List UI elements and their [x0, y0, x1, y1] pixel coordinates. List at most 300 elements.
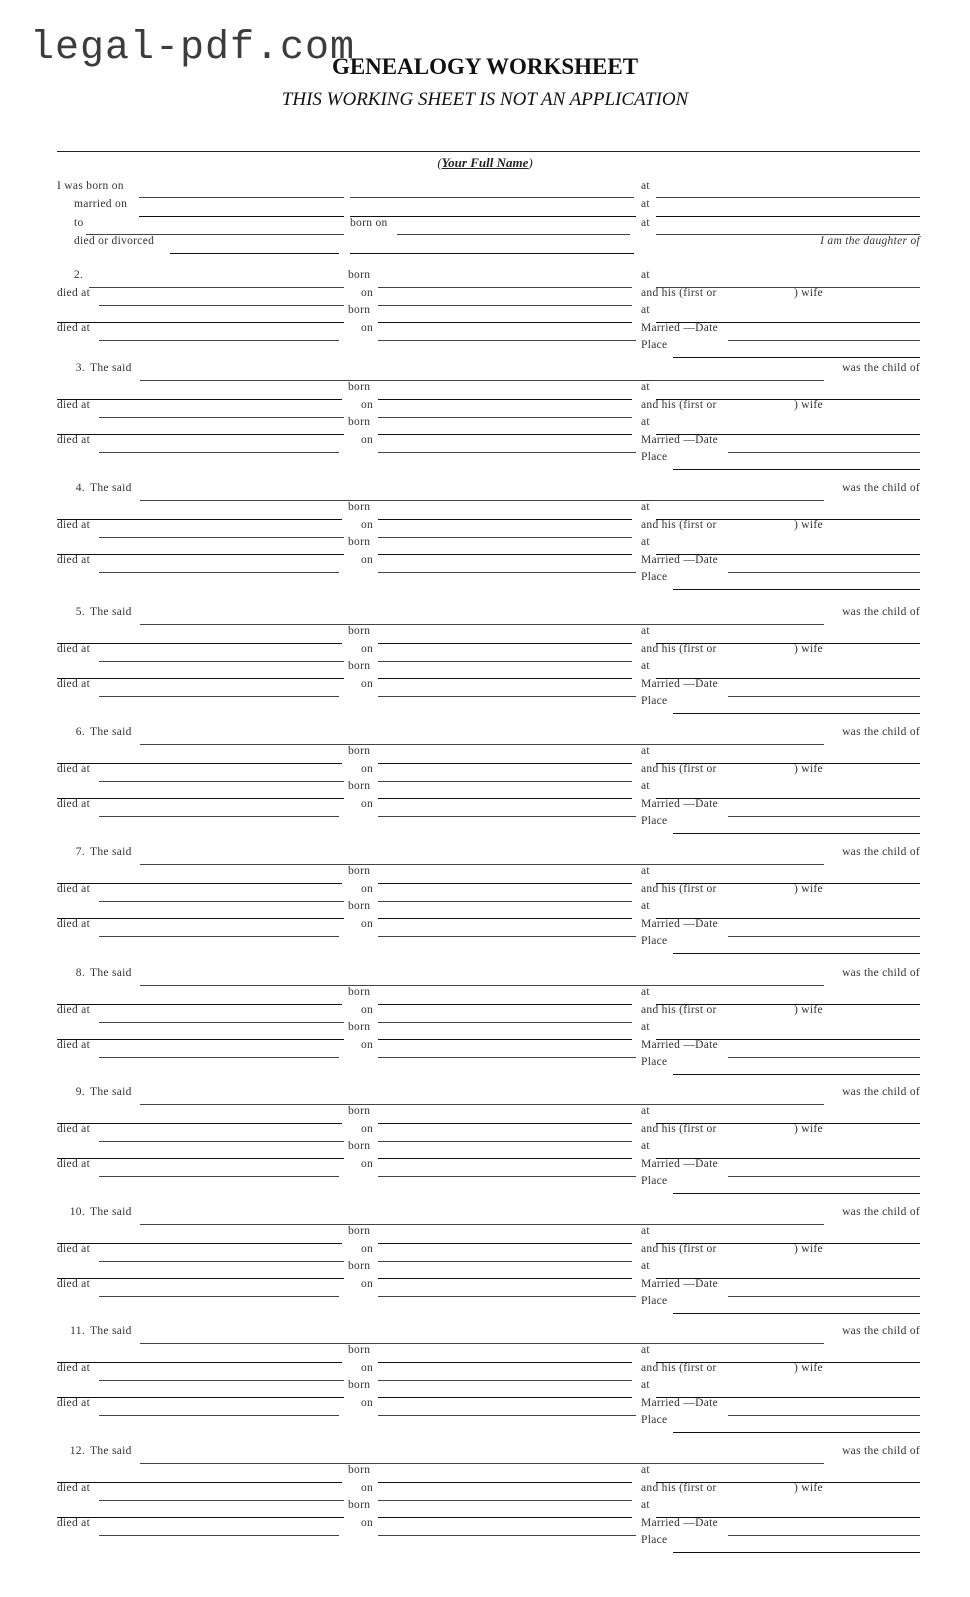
entry-3-died-place-field[interactable] [99, 417, 344, 418]
entry-2-died-date-field[interactable] [378, 305, 632, 306]
entry-9-died-date-field[interactable] [378, 1141, 632, 1142]
entry-10-wife-name-field[interactable] [57, 1278, 344, 1279]
entry-12-child-of-label: was the child of [842, 1445, 920, 1457]
entry-4-wife-died-on-label: on [361, 554, 374, 566]
entry-3-married-place-label: Place [641, 451, 668, 463]
entry-2-married-place-label: Place [641, 339, 668, 351]
entry-8-said-name-field[interactable] [140, 985, 824, 986]
entry-12-father-born-label: born [348, 1464, 371, 1476]
page-title: GENEALOGY WORKSHEET [331, 54, 639, 79]
entry-12-married-date-label: Married —Date [641, 1517, 719, 1529]
entry-7-died-date-field[interactable] [378, 901, 632, 902]
entry-4-died-place-field[interactable] [99, 537, 344, 538]
daughter-of-label: I am the daughter of [820, 235, 920, 247]
entry-8-wife-died-date-field[interactable] [378, 1057, 636, 1058]
entry-3-father-born-date-field[interactable] [378, 399, 632, 400]
entry-8-married-date-label: Married —Date [641, 1039, 719, 1051]
entry-9-wife-born-at-label: at [641, 1140, 650, 1152]
entry-5-child-of-label: was the child of [842, 606, 920, 618]
entry-6-first-or-label: and his (first or [641, 763, 717, 775]
entry-6-wife-born-label: born [348, 780, 371, 792]
entry-12-wife-died-on-label: on [361, 1517, 374, 1529]
entry-5-died-on-label: on [361, 643, 374, 655]
entry-7-wife-name-field[interactable] [57, 918, 344, 919]
entry-5-father-born-label: born [348, 625, 371, 637]
entry-3-died-at-label: died at [57, 399, 91, 411]
entry-2-name-field[interactable] [89, 287, 344, 288]
entry-9-wife-died-at-label: died at [57, 1158, 91, 1170]
entry-7-married-place-field[interactable] [673, 953, 920, 954]
entry-11-father-born-label: born [348, 1344, 371, 1356]
entry-7-father-born-label: born [348, 865, 371, 877]
born-on-label: I was born on [57, 180, 124, 192]
entry-9-first-or-label: and his (first or [641, 1123, 717, 1135]
entry-9-married-place-label: Place [641, 1175, 668, 1187]
died-divorced-field-2[interactable] [350, 253, 634, 254]
entry-8-wife-died-on-label: on [361, 1039, 374, 1051]
entry-10-father-name-field[interactable] [57, 1243, 342, 1244]
entry-6-died-date-field[interactable] [378, 781, 632, 782]
entry-12-first-or-label: and his (first or [641, 1482, 717, 1494]
entry-8-child-of-label: was the child of [842, 967, 920, 979]
entry-2-wife-born-date-field[interactable] [378, 322, 632, 323]
entry-9-died-at-label: died at [57, 1123, 91, 1135]
entry-5-married-place-field[interactable] [673, 713, 920, 714]
entry-5-wife-died-at-label: died at [57, 678, 91, 690]
entry-9-father-born-at-label: at [641, 1105, 650, 1117]
entry-6-married-date-field[interactable] [728, 816, 920, 817]
entry-6-wife-died-on-label: on [361, 798, 374, 810]
entry-9-wife-died-date-field[interactable] [378, 1176, 636, 1177]
entry-10-wife-died-on-label: on [361, 1278, 374, 1290]
marriage-date-field[interactable] [139, 216, 344, 217]
entry-10-died-on-label: on [361, 1243, 374, 1255]
entry-4-married-date-field[interactable] [728, 572, 920, 573]
entry-7-wife-born-at-label: at [641, 900, 650, 912]
entry-10-child-of-label: was the child of [842, 1206, 920, 1218]
entry-9-wife-born-label: born [348, 1140, 371, 1152]
entry-2-married-date-label: Married —Date [641, 322, 719, 334]
entry-5-died-at-label: died at [57, 643, 91, 655]
entry-2-born-date-field[interactable] [378, 287, 632, 288]
entry-3-father-born-at-label: at [641, 381, 650, 393]
entry-10-first-or-label: and his (first or [641, 1243, 717, 1255]
entry-3-said-name-field[interactable] [140, 380, 824, 381]
entry-9-died-on-label: on [361, 1123, 374, 1135]
entry-12-wife-died-at-label: died at [57, 1517, 91, 1529]
entry-10-married-date-field[interactable] [728, 1296, 920, 1297]
entry-7-died-at-label: died at [57, 883, 91, 895]
entry-3-father-name-field[interactable] [57, 399, 342, 400]
entry-11-died-at-label: died at [57, 1362, 91, 1374]
entry-7-married-place-label: Place [641, 935, 668, 947]
entry-3-wife-died-on-label: on [361, 434, 374, 446]
entry-11-father-born-at-label: at [641, 1344, 650, 1356]
entry-8-father-born-date-field[interactable] [378, 1004, 632, 1005]
entry-6-father-born-at-label: at [641, 745, 650, 757]
entry-6-wife-born-date-field[interactable] [378, 798, 632, 799]
entry-6-father-name-field[interactable] [57, 763, 342, 764]
entry-11-wife-born-at-label: at [641, 1379, 650, 1391]
entry-4-wife-label: ) wife [794, 519, 823, 531]
married-on-label: married on [74, 198, 128, 210]
entry-6-died-on-label: on [361, 763, 374, 775]
entry-2-died-place-field[interactable] [99, 305, 344, 306]
entry-6-married-place-label: Place [641, 815, 668, 827]
entry-6-wife-died-at-label: died at [57, 798, 91, 810]
entry-5-number: 5. [75, 606, 85, 618]
entry-12-wife-died-place-field[interactable] [99, 1535, 339, 1536]
entry-12-died-place-field[interactable] [99, 1500, 344, 1501]
page-subtitle: THIS WORKING SHEET IS NOT AN APPLICATION [281, 89, 689, 110]
entry-12-died-date-field[interactable] [378, 1500, 632, 1501]
entry-12-wife-label: ) wife [794, 1482, 823, 1494]
entry-11-said-name-field[interactable] [140, 1343, 824, 1344]
entry-3-wife-born-label: born [348, 416, 371, 428]
entry-11-married-date-label: Married —Date [641, 1397, 719, 1409]
entry-9-wife-label: ) wife [794, 1123, 823, 1135]
entry-7-father-born-date-field[interactable] [378, 883, 632, 884]
entry-11-father-name-field[interactable] [57, 1362, 342, 1363]
spouse-born-on-label: born on [350, 217, 388, 229]
entry-2-wife-died-date-field[interactable] [378, 340, 636, 341]
entry-6-married-place-field[interactable] [673, 833, 920, 834]
entry-5-married-date-label: Married —Date [641, 678, 719, 690]
entry-8-father-name-field[interactable] [57, 1004, 342, 1005]
entry-9-married-date-field[interactable] [728, 1176, 920, 1177]
entry-12-wife-died-date-field[interactable] [378, 1535, 636, 1536]
birth-place-field[interactable] [656, 197, 920, 198]
entry-4-wife-born-date-field[interactable] [378, 554, 632, 555]
entry-5-wife-born-label: born [348, 660, 371, 672]
entry-8-died-date-field[interactable] [378, 1022, 632, 1023]
entry-8-wife-died-at-label: died at [57, 1039, 91, 1051]
entry-9-father-name-field[interactable] [57, 1123, 342, 1124]
entry-2-married-place-field[interactable] [673, 357, 920, 358]
entry-3-wife-born-date-field[interactable] [378, 434, 632, 435]
entry-12-married-date-field[interactable] [728, 1535, 920, 1536]
entry-4-wife-died-at-label: died at [57, 554, 91, 566]
entry-4-said-label: The said [90, 482, 132, 494]
birth-date-field-2[interactable] [350, 197, 634, 198]
entry-2-first-or-label: and his (first or [641, 287, 717, 299]
entry-8-wife-label: ) wife [794, 1004, 823, 1016]
entry-4-father-born-at-label: at [641, 501, 650, 513]
entry-11-wife-died-place-field[interactable] [99, 1415, 339, 1416]
entry-11-died-place-field[interactable] [99, 1380, 344, 1381]
entry-10-wife-born-at-label: at [641, 1260, 650, 1272]
entry-9-married-place-field[interactable] [673, 1193, 920, 1194]
entry-3-wife-died-at-label: died at [57, 434, 91, 446]
entry-8-married-date-field[interactable] [728, 1057, 920, 1058]
entry-12-wife-born-at-label: at [641, 1499, 650, 1511]
entry-6-number: 6. [75, 726, 85, 738]
entry-4-said-name-field[interactable] [140, 500, 824, 501]
entry-12-father-born-date-field[interactable] [378, 1482, 632, 1483]
entry-12-married-place-field[interactable] [673, 1552, 920, 1553]
entry-8-wife-born-at-label: at [641, 1021, 650, 1033]
entry-3-father-born-label: born [348, 381, 371, 393]
entry-4-first-or-label: and his (first or [641, 519, 717, 531]
entry-9-wife-died-place-field[interactable] [99, 1176, 339, 1177]
entry-9-said-label: The said [90, 1086, 132, 1098]
entry-7-wife-died-place-field[interactable] [99, 936, 339, 937]
entry-10-wife-label: ) wife [794, 1243, 823, 1255]
entry-3-said-label: The said [90, 362, 132, 374]
entry-11-wife-name-field[interactable] [57, 1397, 344, 1398]
entry-9-father-born-label: born [348, 1105, 371, 1117]
entry-8-died-at-label: died at [57, 1004, 91, 1016]
entry-6-father-born-date-field[interactable] [378, 763, 632, 764]
entry-10-said-name-field[interactable] [140, 1224, 824, 1225]
entry-11-said-label: The said [90, 1325, 132, 1337]
died-divorced-field[interactable] [170, 253, 339, 254]
entry-3-married-date-field[interactable] [728, 452, 920, 453]
entry-7-said-label: The said [90, 846, 132, 858]
entry-12-father-name-field[interactable] [57, 1482, 342, 1483]
entry-4-died-on-label: on [361, 519, 374, 531]
entry-7-father-name-field[interactable] [57, 883, 342, 884]
entry-8-wife-born-label: born [348, 1021, 371, 1033]
entry-8-father-born-at-label: at [641, 986, 650, 998]
entry-6-wife-name-field[interactable] [57, 798, 344, 799]
entry-3-first-or-label: and his (first or [641, 399, 717, 411]
entry-12-died-on-label: on [361, 1482, 374, 1494]
entry-3-wife-died-place-field[interactable] [99, 452, 339, 453]
entry-6-child-of-label: was the child of [842, 726, 920, 738]
entry-9-said-name-field[interactable] [140, 1104, 824, 1105]
entry-3-died-on-label: on [361, 399, 374, 411]
entry-8-wife-died-place-field[interactable] [99, 1057, 339, 1058]
entry-7-married-date-label: Married —Date [641, 918, 719, 930]
entry-2-wife-died-at-label: died at [57, 322, 91, 334]
entry-7-said-name-field[interactable] [140, 864, 824, 865]
entry-4-wife-born-label: born [348, 536, 371, 548]
entry-7-wife-born-label: born [348, 900, 371, 912]
entry-4-number: 4. [75, 482, 85, 494]
entry-5-married-place-label: Place [641, 695, 668, 707]
entry-9-died-place-field[interactable] [99, 1141, 344, 1142]
entry-7-wife-died-date-field[interactable] [378, 936, 636, 937]
entry-4-wife-born-at-label: at [641, 536, 650, 548]
entry-10-married-date-label: Married —Date [641, 1278, 719, 1290]
entry-6-wife-label: ) wife [794, 763, 823, 775]
entry-11-father-born-date-field[interactable] [378, 1362, 632, 1363]
entry-10-died-at-label: died at [57, 1243, 91, 1255]
entry-4-died-date-field[interactable] [378, 537, 632, 538]
full-name-line[interactable] [57, 151, 920, 152]
entry-8-wife-name-field[interactable] [57, 1039, 344, 1040]
entry-10-said-label: The said [90, 1206, 132, 1218]
entry-9-wife-died-on-label: on [361, 1158, 374, 1170]
entry-3-wife-label: ) wife [794, 399, 823, 411]
entry-4-father-name-field[interactable] [57, 519, 342, 520]
entry-4-died-at-label: died at [57, 519, 91, 531]
marriage-place-field[interactable] [656, 216, 920, 217]
entry-4-father-born-label: born [348, 501, 371, 513]
entry-2-wife-born-label: born [348, 304, 371, 316]
entry-12-wife-born-date-field[interactable] [378, 1517, 632, 1518]
entry-4-wife-name-field[interactable] [57, 554, 344, 555]
entry-5-wife-label: ) wife [794, 643, 823, 655]
entry-10-wife-born-date-field[interactable] [378, 1278, 632, 1279]
entry-11-wife-died-at-label: died at [57, 1397, 91, 1409]
entry-11-wife-born-date-field[interactable] [378, 1397, 632, 1398]
entry-4-wife-died-place-field[interactable] [99, 572, 339, 573]
entry-4-father-born-date-field[interactable] [378, 519, 632, 520]
entry-10-wife-died-date-field[interactable] [378, 1296, 636, 1297]
entry-5-wife-born-at-label: at [641, 660, 650, 672]
entry-3-wife-born-at-label: at [641, 416, 650, 428]
entry-2-wife-born-at-label: at [641, 304, 650, 316]
entry-12-married-place-label: Place [641, 1534, 668, 1546]
entry-11-number: 11. [70, 1325, 85, 1337]
entry-11-wife-died-on-label: on [361, 1397, 374, 1409]
entry-7-married-date-field[interactable] [728, 936, 920, 937]
entry-12-died-at-label: died at [57, 1482, 91, 1494]
entry-7-died-place-field[interactable] [99, 901, 344, 902]
entry-5-wife-died-place-field[interactable] [99, 696, 339, 697]
entry-10-died-date-field[interactable] [378, 1261, 632, 1262]
entry-5-said-label: The said [90, 606, 132, 618]
entry-7-child-of-label: was the child of [842, 846, 920, 858]
entry-2-number: 2. [74, 269, 84, 281]
entry-10-married-place-field[interactable] [673, 1313, 920, 1314]
entry-9-father-born-date-field[interactable] [378, 1123, 632, 1124]
entry-7-father-born-at-label: at [641, 865, 650, 877]
entry-5-father-born-date-field[interactable] [378, 643, 632, 644]
entry-12-said-label: The said [90, 1445, 132, 1457]
spouse-label: to [74, 217, 84, 229]
entry-3-number: 3. [75, 362, 85, 374]
entry-2-wife-label: ) wife [794, 287, 823, 299]
entry-7-wife-died-on-label: on [361, 918, 374, 930]
entry-5-wife-died-date-field[interactable] [378, 696, 636, 697]
entry-12-number: 12. [69, 1445, 85, 1457]
entry-8-wife-born-date-field[interactable] [378, 1039, 632, 1040]
birth-place-label: at [641, 180, 650, 192]
entry-10-wife-died-place-field[interactable] [99, 1296, 339, 1297]
entry-3-died-date-field[interactable] [378, 417, 632, 418]
entry-11-died-date-field[interactable] [378, 1380, 632, 1381]
entry-10-father-born-at-label: at [641, 1225, 650, 1237]
entry-7-first-or-label: and his (first or [641, 883, 717, 895]
entry-6-said-label: The said [90, 726, 132, 738]
entry-5-wife-died-on-label: on [361, 678, 374, 690]
entry-8-first-or-label: and his (first or [641, 1004, 717, 1016]
entry-12-said-name-field[interactable] [140, 1463, 824, 1464]
entry-8-married-place-field[interactable] [673, 1074, 920, 1075]
entry-7-wife-label: ) wife [794, 883, 823, 895]
entry-10-wife-born-label: born [348, 1260, 371, 1272]
entry-2-wife-name-field[interactable] [57, 322, 344, 323]
entry-4-child-of-label: was the child of [842, 482, 920, 494]
entry-11-wife-died-date-field[interactable] [378, 1415, 636, 1416]
entry-5-wife-name-field[interactable] [57, 678, 344, 679]
entry-11-child-of-label: was the child of [842, 1325, 920, 1337]
entry-6-died-at-label: died at [57, 763, 91, 775]
entry-9-wife-born-date-field[interactable] [378, 1158, 632, 1159]
entry-6-wife-died-date-field[interactable] [378, 816, 636, 817]
entry-11-married-place-label: Place [641, 1414, 668, 1426]
entry-7-number: 7. [75, 846, 85, 858]
entry-6-died-place-field[interactable] [99, 781, 344, 782]
entry-4-wife-died-date-field[interactable] [378, 572, 636, 573]
spouse-place-label: at [641, 217, 650, 229]
entry-8-father-born-label: born [348, 986, 371, 998]
entry-10-number: 10. [69, 1206, 85, 1218]
entry-2-died-at-label: died at [57, 287, 91, 299]
entry-2-born-label: born [348, 269, 371, 281]
entry-3-married-place-field[interactable] [673, 469, 920, 470]
entry-11-first-or-label: and his (first or [641, 1362, 717, 1374]
entry-5-father-born-at-label: at [641, 625, 650, 637]
entry-10-died-place-field[interactable] [99, 1261, 344, 1262]
birth-date-field[interactable] [139, 197, 344, 198]
entry-8-died-place-field[interactable] [99, 1022, 344, 1023]
entry-8-number: 8. [75, 967, 85, 979]
entry-9-wife-name-field[interactable] [57, 1158, 344, 1159]
entry-2-married-date-field[interactable] [728, 340, 920, 341]
entry-4-married-place-label: Place [641, 571, 668, 583]
entry-6-said-name-field[interactable] [140, 744, 824, 745]
entry-6-wife-born-at-label: at [641, 780, 650, 792]
entry-2-died-on-label: on [361, 287, 374, 299]
full-name-caption: (Your Full Name) [437, 155, 533, 170]
entry-3-child-of-label: was the child of [842, 362, 920, 374]
entry-10-wife-died-at-label: died at [57, 1278, 91, 1290]
spouse-birth-date-field[interactable] [397, 234, 630, 235]
entry-11-wife-label: ) wife [794, 1362, 823, 1374]
marriage-date-field-2[interactable] [350, 216, 636, 217]
entry-8-married-place-label: Place [641, 1056, 668, 1068]
entry-8-died-on-label: on [361, 1004, 374, 1016]
entry-11-married-date-field[interactable] [728, 1415, 920, 1416]
entry-3-wife-died-date-field[interactable] [378, 452, 636, 453]
entry-3-married-date-label: Married —Date [641, 434, 719, 446]
entry-4-married-place-field[interactable] [673, 589, 920, 590]
entry-12-wife-born-label: born [348, 1499, 371, 1511]
entry-2-wife-died-place-field[interactable] [99, 340, 339, 341]
entry-10-married-place-label: Place [641, 1295, 668, 1307]
entry-7-died-on-label: on [361, 883, 374, 895]
entry-2-wife-died-on-label: on [361, 322, 374, 334]
entry-12-wife-name-field[interactable] [57, 1517, 344, 1518]
entry-6-father-born-label: born [348, 745, 371, 757]
died-divorced-label: died or divorced [74, 235, 155, 247]
entry-9-child-of-label: was the child of [842, 1086, 920, 1098]
entry-10-father-born-date-field[interactable] [378, 1243, 632, 1244]
entry-5-married-date-field[interactable] [728, 696, 920, 697]
entry-7-wife-died-at-label: died at [57, 918, 91, 930]
entry-8-said-label: The said [90, 967, 132, 979]
entry-5-died-date-field[interactable] [378, 661, 632, 662]
entry-5-died-place-field[interactable] [99, 661, 344, 662]
entry-5-wife-born-date-field[interactable] [378, 678, 632, 679]
entry-6-married-date-label: Married —Date [641, 798, 719, 810]
entry-6-wife-died-place-field[interactable] [99, 816, 339, 817]
entry-11-married-place-field[interactable] [673, 1432, 920, 1433]
entry-9-number: 9. [75, 1086, 85, 1098]
entry-2-born-at-label: at [641, 269, 650, 281]
entry-7-wife-born-date-field[interactable] [378, 918, 632, 919]
entry-3-wife-name-field[interactable] [57, 434, 344, 435]
entry-5-father-name-field[interactable] [57, 643, 342, 644]
entry-11-wife-born-label: born [348, 1379, 371, 1391]
entry-5-said-name-field[interactable] [140, 624, 824, 625]
entry-4-married-date-label: Married —Date [641, 554, 719, 566]
entry-9-married-date-label: Married —Date [641, 1158, 719, 1170]
